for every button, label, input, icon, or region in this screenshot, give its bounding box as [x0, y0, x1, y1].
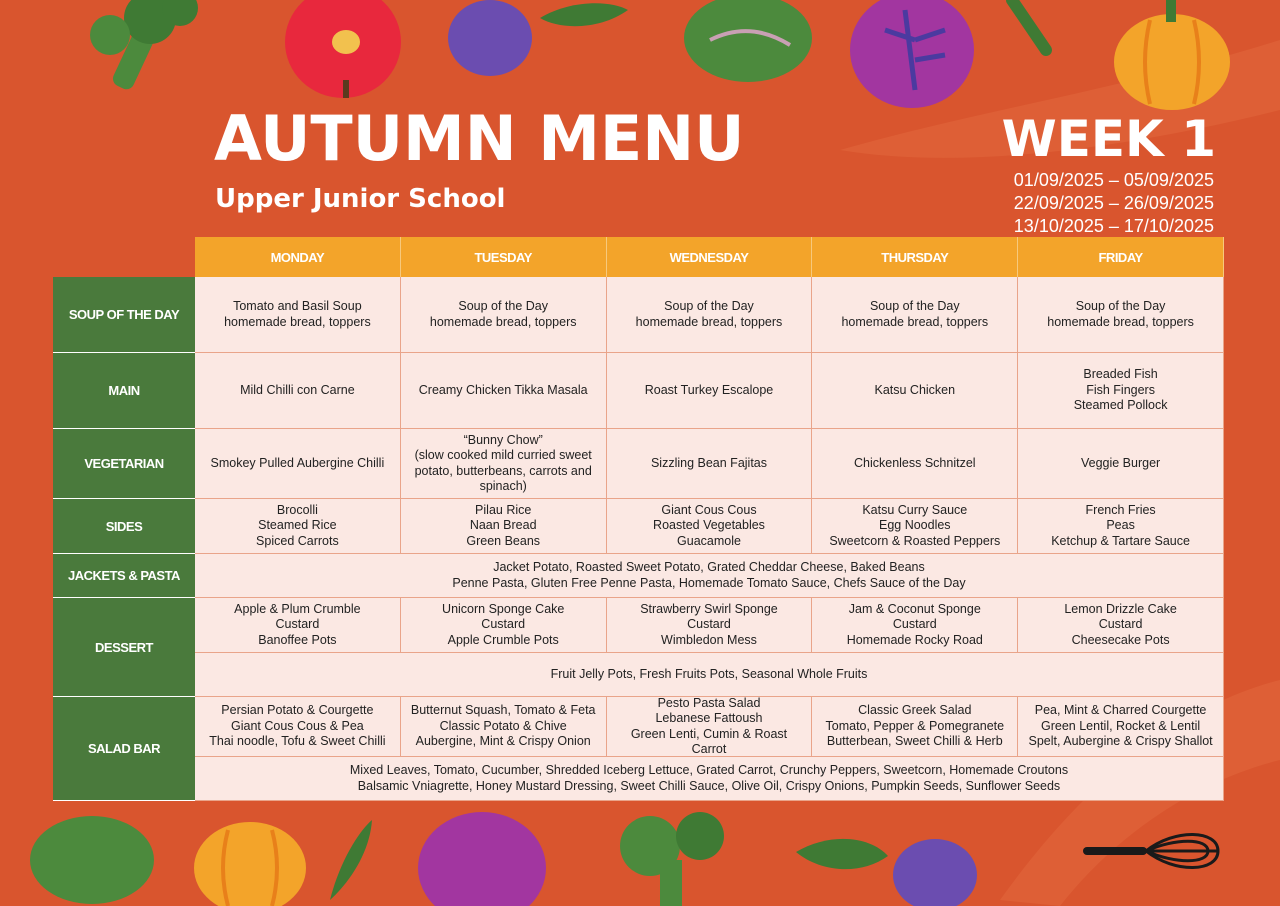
menu-cell-text: Pea, Mint & Charred Courgette Green Lentil, Rocket & Lentil Spelt, Aubergine & Crispy Shallot [1028, 703, 1213, 749]
day-header-monday: MONDAY [195, 237, 401, 277]
menu-cell-wide [195, 757, 1224, 801]
row-label-soup: SOUP OF THE DAY [53, 277, 195, 353]
menu-cell [1018, 598, 1224, 653]
menu-cell [607, 499, 813, 554]
date-range: 22/09/2025 – 26/09/2025 [1013, 193, 1214, 213]
menu-cell-text: Brocolli Steamed Rice Spiced Carrots [256, 502, 339, 548]
cabbage-icon [684, 0, 812, 82]
menu-cell [607, 697, 813, 757]
menu-cell-text: Classic Greek Salad Tomato, Pepper & Pomegranete Butterbean, Sweet Chilli & Herb [825, 703, 1005, 749]
menu-cell [607, 598, 813, 653]
bottom-cabbage-icon [30, 816, 154, 904]
row-label-salad-bar: SALAD BAR [53, 697, 195, 801]
menu-cell [1018, 499, 1224, 554]
menu-cell [812, 429, 1018, 499]
plum-icon [448, 0, 628, 76]
menu-cell-text: Soup of the Day homemade bread, toppers [429, 299, 577, 329]
day-header-wednesday: WEDNESDAY [607, 237, 813, 277]
menu-cell [812, 697, 1018, 757]
menu-cell-text: Soup of the Day homemade bread, toppers [841, 299, 989, 329]
row-label-dessert: DESSERT [53, 598, 195, 697]
bottom-pumpkin-icon [194, 822, 306, 906]
menu-cell-text: Tomato and Basil Soup homemade bread, toppers [224, 299, 371, 329]
row-label-main: MAIN [53, 353, 195, 429]
menu-cell-text: Breaded Fish Fish Fingers Steamed Pollock [1073, 367, 1168, 413]
menu-cell-text: Katsu Curry Sauce Egg Noodles Sweetcorn & Roasted Peppers [829, 502, 1001, 548]
bottom-red-cabbage-icon [418, 812, 546, 906]
menu-cell-text: Pilau Rice Naan Bread Green Beans [466, 502, 541, 548]
row-label-vegetarian: VEGETARIAN [53, 429, 195, 499]
date-ranges [1014, 169, 1214, 238]
menu-cell-text: Soup of the Day homemade bread, toppers [635, 299, 783, 329]
page-title: AUTUMN MENU [214, 102, 745, 175]
menu-cell-text: Pesto Pasta Salad Lebanese Fattoush Green Lenti, Cumin & Roast Carrot [630, 695, 788, 756]
day-header-tuesday: TUESDAY [401, 237, 607, 277]
leaf-icon [330, 820, 372, 900]
bottom-broccoli-icon [620, 812, 724, 906]
row-label-jackets-pasta: JACKETS & PASTA [53, 554, 195, 598]
menu-cell-text: French Fries Peas Ketchup & Tartare Sauce [1051, 502, 1190, 548]
menu-cell [607, 429, 813, 499]
menu-cell [1018, 429, 1224, 499]
menu-cell [1018, 353, 1224, 429]
menu-cell [607, 353, 813, 429]
menu-cell [401, 499, 607, 554]
whisk-icon [1080, 826, 1225, 876]
menu-cell-text: Mixed Leaves, Tomato, Cucumber, Shredded Iceberg Lettuce, Grated Carrot, Crunchy Peppers, Sweetcorn, Homemade Croutons Balsamic Vniagrette, Honey Mustard Dressing, Sweet Chilli Sauce, Olive Oil, Crispy Onions, Pumpkin Seeds, Sunflower Seeds [349, 763, 1069, 793]
menu-cell [812, 499, 1018, 554]
menu-cell [607, 277, 813, 353]
menu-cell-text: Soup of the Day homemade bread, toppers [1047, 299, 1194, 329]
bottom-plum-icon [893, 839, 977, 906]
apple-icon [285, 0, 401, 98]
menu-cell-text: Lemon Drizzle Cake Custard Cheesecake Pots [1064, 601, 1177, 647]
day-header-friday: FRIDAY [1018, 237, 1224, 277]
menu-cell [1018, 697, 1224, 757]
menu-cell-text: Strawberry Swirl Sponge Custard Wimbledon Mess [640, 601, 778, 647]
bean-icon [1012, 0, 1046, 50]
red-cabbage-icon [850, 0, 974, 108]
menu-cell-text: Persian Potato & Courgette Giant Cous Cous & Pea Thai noodle, Tofu & Sweet Chilli [209, 703, 386, 749]
menu-cell-text: Chickenless Schnitzel [853, 455, 976, 470]
week-label: WEEK 1 [1001, 110, 1216, 168]
menu-cell-text: Giant Cous Cous Roasted Vegetables Guacamole [653, 502, 765, 548]
menu-cell [401, 697, 607, 757]
menu-cell-text: Jam & Coconut Sponge Custard Homemade Rocky Road [846, 601, 983, 647]
menu-cell-text: Katsu Chicken [874, 382, 956, 397]
menu-cell-text: Creamy Chicken Tikka Masala [418, 382, 588, 397]
menu-cell [195, 697, 401, 757]
menu-cell-wide [195, 554, 1224, 598]
date-range: 13/10/2025 – 17/10/2025 [1013, 216, 1214, 236]
menu-cell-text: “Bunny Chow” (slow cooked mild curried sweet potato, butterbeans, carrots and spinach) [414, 432, 592, 493]
bottom-leaf-icon [796, 839, 888, 869]
menu-cell [812, 598, 1018, 653]
menu-table [53, 237, 1224, 819]
menu-cell [195, 499, 401, 554]
menu-cell [195, 598, 401, 653]
menu-cell-text: Smokey Pulled Aubergine Chilli [210, 455, 385, 470]
menu-cell-text: Butternut Squash, Tomato & Feta Classic Potato & Chive Aubergine, Mint & Crispy Onion [410, 703, 596, 749]
date-range: 01/09/2025 – 05/09/2025 [1013, 170, 1214, 190]
table-corner [53, 237, 195, 277]
menu-cell [195, 277, 401, 353]
day-header-thursday: THURSDAY [812, 237, 1018, 277]
menu-cell-wide [195, 653, 1224, 697]
broccoli-icon [90, 0, 198, 92]
menu-cell-text: Jacket Potato, Roasted Sweet Potato, Grated Cheddar Cheese, Baked Beans Penne Pasta, Gluten Free Penne Pasta, Homemade Tomato Sauce, Chefs Sauce of the Day [452, 560, 966, 590]
menu-cell [195, 353, 401, 429]
menu-cell [401, 429, 607, 499]
menu-cell [1018, 277, 1224, 353]
menu-cell-text: Apple & Plum Crumble Custard Banoffee Pots [234, 601, 361, 647]
menu-cell [401, 353, 607, 429]
menu-cell [401, 598, 607, 653]
menu-cell [195, 429, 401, 499]
menu-cell [812, 353, 1018, 429]
menu-cell [812, 277, 1018, 353]
menu-cell-text: Sizzling Bean Fajitas [650, 455, 767, 470]
menu-cell [401, 277, 607, 353]
menu-cell-text: Unicorn Sponge Cake Custard Apple Crumble Pots [442, 601, 565, 647]
page-subtitle: Upper Junior School [215, 184, 506, 214]
menu-cell-text: Roast Turkey Escalope [644, 382, 774, 397]
pumpkin-icon [1114, 0, 1230, 110]
row-label-sides: SIDES [53, 499, 195, 554]
menu-cell-text: Fruit Jelly Pots, Fresh Fruits Pots, Seasonal Whole Fruits [550, 666, 868, 681]
menu-cell-text: Mild Chilli con Carne [240, 382, 355, 397]
menu-cell-text: Veggie Burger [1080, 455, 1161, 470]
